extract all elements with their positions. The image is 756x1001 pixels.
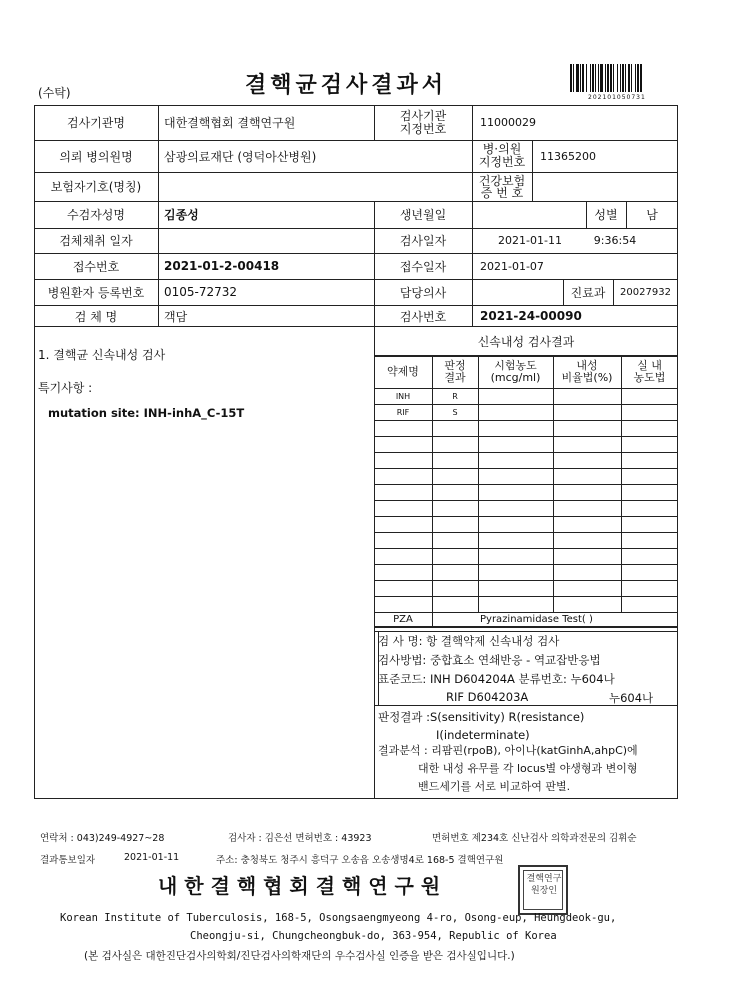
result-table-cell <box>432 532 478 548</box>
specimen-label: 검 체 명 <box>74 309 118 324</box>
barcode-bar <box>631 64 632 92</box>
result-table-header <box>374 356 432 388</box>
result-table-cell <box>621 436 678 452</box>
result-table-header-line: 결과 <box>444 371 466 384</box>
barcode-bar <box>600 64 603 92</box>
barcode-bar <box>576 64 579 92</box>
inst-label: 검사기관명 <box>67 116 125 130</box>
barcode-bar <box>570 64 572 92</box>
english-address-2: Cheongju-si, Chungcheongbuk-do, 363-954, Republic of Korea <box>190 930 557 942</box>
test-item: 1. 결핵균 신속내성 검사 <box>38 348 166 362</box>
address: 주소: 충청북도 청주시 흥덕구 오송읍 오송생명4로 168-5 결핵연구원 <box>216 855 504 866</box>
result-table-cell <box>374 436 432 452</box>
result-table <box>374 356 678 627</box>
result-table-cell: R <box>452 391 458 401</box>
result-table-cell <box>621 564 678 580</box>
result-table-cell <box>621 388 678 404</box>
doctor-label: 담당의사 <box>399 285 447 300</box>
seal-text: 결핵연구원장인 <box>526 874 562 896</box>
result-table-cell <box>478 564 553 580</box>
result-table-cell <box>478 420 553 436</box>
test-date-label: 검사일자 <box>399 234 447 248</box>
result-table-cell <box>478 596 553 612</box>
page-title: 결핵균검사결과서 <box>245 73 448 98</box>
official-seal <box>518 865 568 915</box>
remarks-label: 특기사항 : <box>38 381 93 395</box>
result-table-cell <box>478 452 553 468</box>
req-code-value: 11365200 <box>540 149 596 163</box>
name-value: 김종성 <box>164 208 199 222</box>
result-table-cell <box>553 468 621 484</box>
birth-value <box>476 201 590 228</box>
barcode-bar <box>613 64 614 92</box>
dept-label: 진료과 <box>570 285 606 300</box>
result-table-cell <box>621 596 678 612</box>
result-table-header-line: 시험농도 <box>494 359 537 372</box>
result-table-cell <box>374 596 432 612</box>
ins-card-label-1: 건강보험 <box>478 173 526 188</box>
ins-card-label-2: 증 번 호 <box>480 185 524 200</box>
result-table-cell <box>478 516 553 532</box>
result-table-cell <box>374 484 432 500</box>
result-table-cell <box>553 452 621 468</box>
result-table-cell <box>553 548 621 564</box>
result-table-cell <box>478 404 553 420</box>
interp-line-4: 대한 내성 유무를 각 locus별 야생형과 변이형 <box>418 762 638 775</box>
result-table-cell <box>621 404 678 420</box>
result-table-header-line: 판정 <box>444 359 466 372</box>
result-table-cell <box>553 404 621 420</box>
notice-date-label: 결과통보일자 <box>40 855 96 866</box>
test-date-value: 2021-01-11 <box>498 234 562 247</box>
barcode-bar <box>573 64 574 92</box>
reviewer: 면허번호 제234호 신난검사 의학과전문의 김휘순 <box>432 833 637 844</box>
result-table-cell <box>432 564 478 580</box>
test-no-label: 검사번호 <box>399 309 447 324</box>
result-table-header-line: 비율법(%) <box>561 371 613 384</box>
result-table-cell <box>621 516 678 532</box>
result-table-cell <box>374 548 432 564</box>
result-table-title: 신속내성 검사결과 <box>477 334 575 349</box>
mutation-site: mutation site: INH-inhA_C-15T <box>48 406 245 420</box>
result-table-cell <box>432 436 478 452</box>
barcode-bar <box>628 64 630 92</box>
result-table-cell: RIF <box>396 407 410 417</box>
ins-card-label <box>472 172 532 201</box>
result-table-cell <box>621 452 678 468</box>
method-desc: 검사방법: 중합효소 연쇄반응 - 역교잡반응법 <box>378 653 601 667</box>
barcode-bar <box>592 64 594 92</box>
receipt-tag: (수탁) <box>38 86 71 100</box>
result-table-cell <box>621 420 678 436</box>
barcode-bar <box>640 64 642 92</box>
result-table-cell <box>553 516 621 532</box>
interp-line-5: 밴드세기를 서로 비교하여 판별. <box>418 780 571 793</box>
barcode-bar <box>622 64 624 92</box>
inst-code-label <box>374 105 472 140</box>
result-table-cell <box>374 500 432 516</box>
collect-label: 검체채취 일자 <box>59 234 133 248</box>
result-table-cell <box>374 580 432 596</box>
certification-note: (본 검사실은 대한진단검사의학회/진단검사의학재단의 우수검사실 인증을 받은 검사실입니다.) <box>84 950 515 962</box>
ins-card-value <box>536 172 680 201</box>
dept-value: 20027932 <box>620 286 671 298</box>
result-table-cell <box>621 532 678 548</box>
result-table-header-line: 내성 <box>576 359 598 372</box>
notice-date: 2021-01-11 <box>124 852 180 863</box>
receipt-date-value: 2021-01-07 <box>480 259 544 273</box>
result-table-header-line: 농도법 <box>633 371 666 384</box>
pid-value: 0105-72732 <box>164 285 238 299</box>
result-table-cell <box>432 420 478 436</box>
result-table-cell <box>621 548 678 564</box>
barcode-bar <box>617 64 618 92</box>
result-table-cell <box>621 468 678 484</box>
result-table-cell <box>553 388 621 404</box>
inst-code-label-2: 지정번호 <box>399 121 447 136</box>
barcode-bar <box>625 64 626 92</box>
barcode-bar <box>605 64 606 92</box>
result-table-cell <box>553 500 621 516</box>
result-table-cell <box>374 532 432 548</box>
req-code-label-2: 지정번호 <box>478 155 526 169</box>
barcode-bar <box>598 64 599 92</box>
barcode-bar <box>580 64 581 92</box>
receipt-label: 접수번호 <box>72 259 120 274</box>
result-table-cell <box>478 548 553 564</box>
result-table-cell <box>478 468 553 484</box>
result-table-cell <box>374 564 432 580</box>
result-table-cell: INH <box>395 391 411 401</box>
test-no-value: 2021-24-00090 <box>480 309 582 323</box>
result-table-cell <box>553 532 621 548</box>
result-table-cell <box>432 468 478 484</box>
result-table-cell <box>432 596 478 612</box>
interp-line-1: 판정결과 :S(sensitivity) R(resistance) <box>378 710 585 724</box>
result-table-cell <box>374 516 432 532</box>
result-table-header <box>621 356 678 388</box>
name-label: 수검자성명 <box>67 208 125 222</box>
req-code-label <box>472 140 532 172</box>
result-table-cell <box>432 452 478 468</box>
result-table-cell <box>621 580 678 596</box>
barcode-bar <box>590 64 591 92</box>
result-table-cell <box>432 580 478 596</box>
barcode-bar <box>582 64 584 92</box>
contact: 연락처 : 043)249-4927~28 <box>40 833 165 844</box>
specimen-value: 객담 <box>164 309 188 324</box>
ins-value <box>160 172 474 201</box>
barcode-bar <box>610 64 612 92</box>
req-value: 삼광의료재단 (영덕아산병원) <box>164 149 317 164</box>
barcode-bar <box>586 64 587 92</box>
inst-value: 대한결핵협회 결핵연구원 <box>164 116 296 130</box>
inst-code-value: 11000029 <box>480 116 536 129</box>
barcode-bar <box>607 64 609 92</box>
interp-line-3: 결과분석 : 리팜핀(rpoB), 아이나(katGinhA,ahpC)에 <box>378 744 638 757</box>
method-code-2: RIF D604203A <box>446 690 529 704</box>
org-name: 내 한 결 핵 협 회 결 핵 연 구 원 <box>158 874 441 898</box>
barcode-number: 202101050731 <box>588 94 646 101</box>
method-code-2b: 누604나 <box>609 691 654 705</box>
result-table-cell <box>432 484 478 500</box>
result-table-cell <box>432 500 478 516</box>
pid-label: 병원환자 등록번호 <box>47 285 145 300</box>
barcode-bar <box>637 64 639 92</box>
pza-label: PZA <box>393 614 413 625</box>
method-name: 검 사 명: 항 결핵약제 신속내성 검사 <box>378 634 560 648</box>
result-table-header <box>478 356 553 388</box>
barcode-bar <box>595 64 596 92</box>
result-table-cell <box>478 500 553 516</box>
req-code-label-1: 병·의원 <box>482 142 522 156</box>
result-table-header <box>432 356 478 388</box>
result-table-cell <box>374 420 432 436</box>
sex-value: 남 <box>646 208 658 222</box>
result-table-cell <box>478 484 553 500</box>
result-table-cell <box>553 580 621 596</box>
result-table-cell <box>374 468 432 484</box>
result-table-cell <box>621 500 678 516</box>
barcode-bar <box>620 64 621 92</box>
receipt-date-label: 접수일자 <box>399 259 447 274</box>
inst-code-label-1: 검사기관 <box>399 108 447 123</box>
result-table-header-line: (mcg/ml) <box>490 371 541 384</box>
interp-line-2: I(indeterminate) <box>436 728 530 742</box>
collect-value <box>160 228 378 253</box>
receipt-value: 2021-01-2-00418 <box>164 259 280 273</box>
result-table-cell <box>478 436 553 452</box>
result-table-cell <box>478 388 553 404</box>
english-address-1: Korean Institute of Tuberculosis, 168-5, Osongsaengmyeong 4-ro, Osong-eup, Heungdeok-gu, <box>60 912 617 924</box>
result-table-cell <box>553 484 621 500</box>
req-label: 의뢰 병의원명 <box>59 149 133 164</box>
doctor-value <box>476 279 566 305</box>
result-table-cell <box>432 516 478 532</box>
result-table-cell <box>553 596 621 612</box>
sex-label: 성별 <box>594 208 618 222</box>
result-table-cell <box>432 548 478 564</box>
result-table-cell <box>553 564 621 580</box>
examiner: 검사자 : 김은선 면허번호 : 43923 <box>228 833 372 844</box>
result-table-cell <box>478 580 553 596</box>
pza-test-text: Pyrazinamidase Test( ) <box>480 614 593 625</box>
result-table-header-line: 실 내 <box>637 359 662 372</box>
result-table-cell <box>553 436 621 452</box>
result-table-cell <box>553 420 621 436</box>
result-table-header <box>553 356 621 388</box>
test-time-value: 9:36:54 <box>593 234 637 247</box>
birth-label: 생년월일 <box>399 208 447 222</box>
barcode <box>568 64 678 94</box>
result-table-cell: S <box>452 407 458 417</box>
barcode-bar <box>635 64 636 92</box>
method-code-1: 표준코드: INH D604204A 분류번호: 누604나 <box>378 672 615 686</box>
result-table-cell <box>478 532 553 548</box>
result-table-cell <box>621 484 678 500</box>
result-table-header-line: 약제명 <box>387 365 419 378</box>
result-table-cell <box>374 452 432 468</box>
ins-label: 보험자기호(명칭) <box>50 180 142 194</box>
